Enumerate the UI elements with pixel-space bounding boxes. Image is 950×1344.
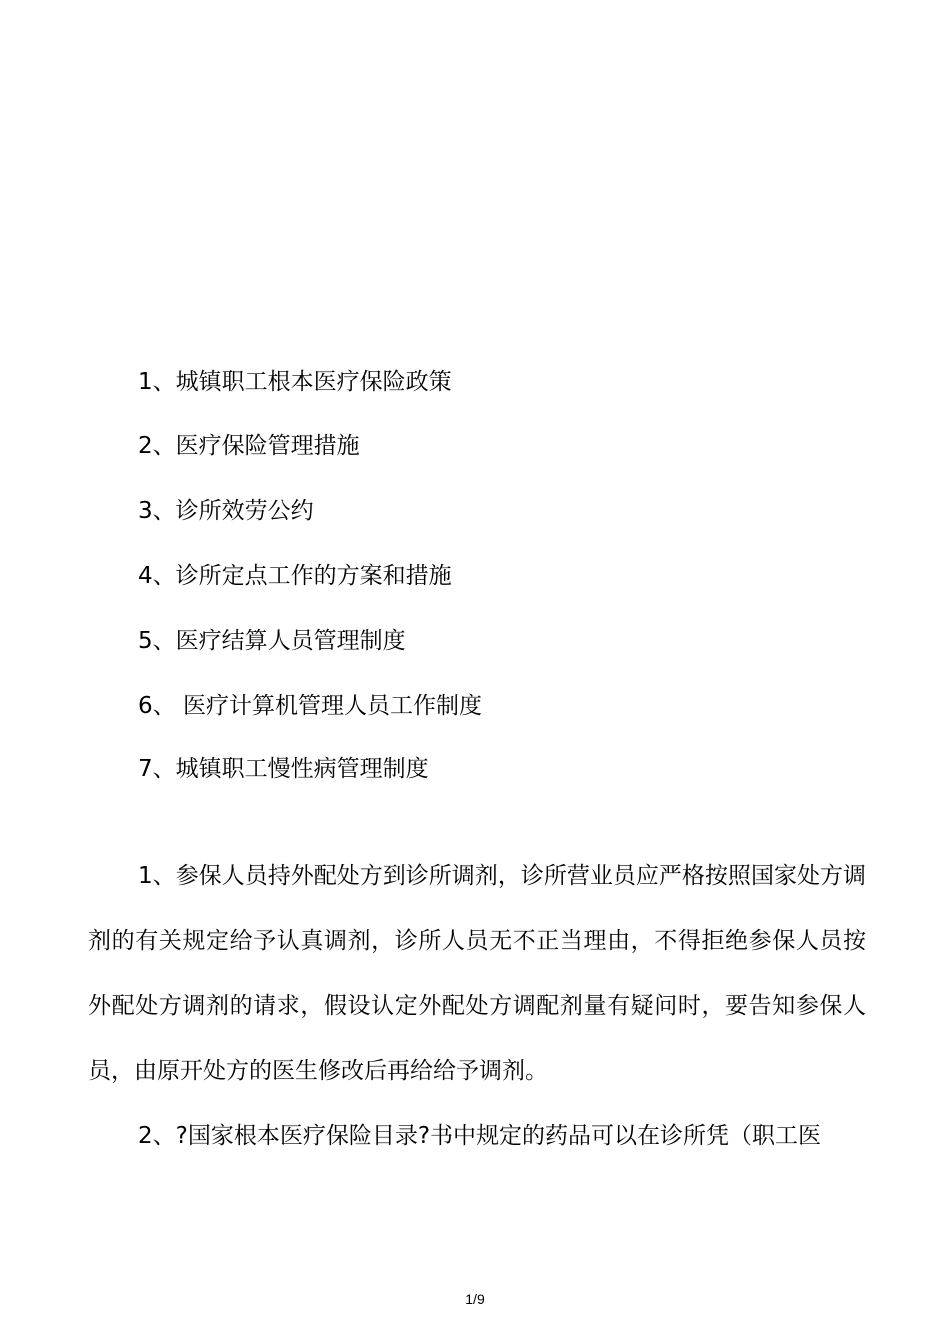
toc-item: 1、城镇职工根本医疗保险政策 (138, 369, 452, 395)
toc-item: 4、诊所定点工作的方案和措施 (138, 563, 452, 589)
toc-item: 3、诊所效劳公约 (138, 498, 314, 524)
document-body (88, 844, 866, 1169)
page-number: 1/9 (465, 1291, 485, 1307)
toc-item: 5、医疗结算人员管理制度 (138, 628, 406, 654)
toc-item: 7、城镇职工慢性病管理制度 (138, 756, 429, 782)
toc-item: 6、 医疗计算机管理人员工作制度 (138, 693, 482, 719)
paragraph: 2、?国家根本医疗保险目录?书中规定的药品可以在诊所凭（职工医 (138, 1123, 822, 1149)
paragraph: 1、参保人员持外配处方到诊所调剂，诊所营业员应严格按照国家处方调剂的有关规定给予认真调剂，诊所人员无不正当理由，不得拒绝参保人员按外配处方调剂的请求，假设认定外配处方调配剂量有疑问时，要告知参保人员，由原开处方的医生修改后再给给予调剂。 (88, 863, 866, 1084)
toc-item: 2、医疗保险管理措施 (138, 433, 360, 459)
